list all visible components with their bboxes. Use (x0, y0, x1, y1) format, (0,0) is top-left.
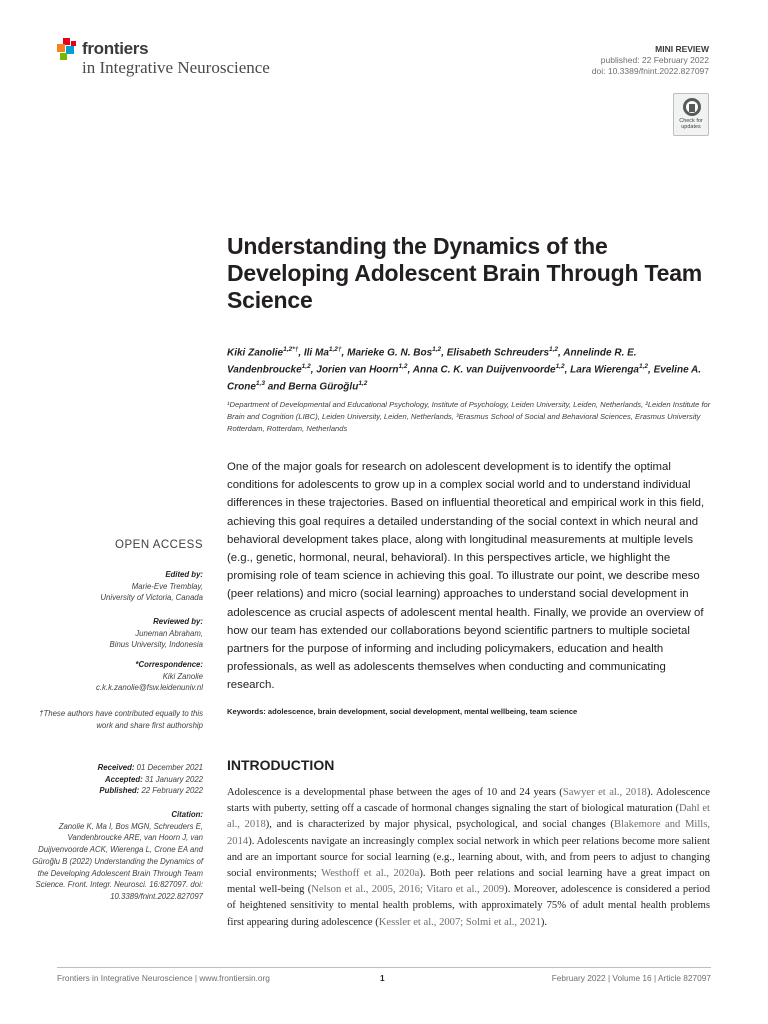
body-text: ). Adolescence starts with puberty, setting off a cascade of hormonal changes signaling the start of biological maturation ( (227, 787, 710, 815)
published-line-side (23, 785, 203, 797)
author-affiliation-marker: 1,2 (358, 379, 368, 387)
author-list (227, 343, 717, 393)
author-name[interactable]: Berna Güroğlu (288, 380, 359, 392)
citation-link[interactable]: Dahl et al., 2018 (227, 803, 710, 831)
reviewed-by-label: Reviewed by: (153, 617, 203, 626)
correspondence-block (23, 659, 203, 694)
body-text: ). Adolescents navigate an increasingly complex social network in which peer relations become more salient and are an important source for social learning (e.g., learning about, with, and from peers to adjust to changing social environments; (227, 835, 710, 880)
accepted-date: 31 January 2022 (144, 774, 203, 784)
citation-link[interactable]: Westhoff et al., 2020a (321, 868, 420, 880)
author-affiliation-marker: 1,2† (328, 346, 342, 353)
author-affiliation-marker: 1,2 (549, 346, 559, 353)
author-separator: , (648, 364, 654, 376)
citation-link[interactable]: Blakemore and Mills, 2014 (227, 819, 710, 847)
citation-text: Zanolie K, Ma I, Bos MGN, Schreuders E, Vandenbroucke ARE, van Hoorn J, van Duijvenvoorde ACK, Wierenga L, Crone EA and Güroğlu B (2022) Understanding the Dynamics of the Developing Adolescent Brain Through Team Science. Front. Integr. Neurosci. 16:827097. doi: 10.3389/fnint.2022.827097 (32, 821, 203, 901)
author-name[interactable]: Kiki Zanolie (227, 347, 284, 359)
citation-block (23, 809, 203, 903)
brand-name: frontiers (82, 39, 149, 58)
author-affiliation-marker: 1,2 (555, 362, 565, 370)
journal-logo[interactable] (57, 38, 317, 78)
author-affiliation-marker: 1,2 (301, 362, 311, 370)
frontiers-logo-icon (57, 38, 79, 62)
keywords: Keywords: adolescence, brain development, social development, mental wellbeing, team science (227, 707, 578, 716)
body-text: ). (540, 916, 548, 928)
author-separator: , (310, 364, 317, 376)
body-text: ). Both peer relations and social learning have a great impact on mental well-being ( (227, 868, 710, 896)
journal-name: in Integrative Neuroscience (82, 58, 270, 77)
article-title: Understanding the Dynamics of the Developing Adolescent Brain Through Team Science (227, 233, 703, 313)
author-name[interactable]: Ili Ma (303, 347, 329, 359)
published-line: published: 22 February 2022 (600, 55, 709, 65)
open-access-label: OPEN ACCESS (115, 539, 203, 551)
footer-journal-link[interactable]: Frontiers in Integrative Neuroscience | www.frontiersin.org (57, 973, 270, 983)
author-name[interactable]: Marieke G. N. Bos (347, 347, 433, 359)
author-separator: , (341, 347, 348, 359)
introduction-paragraph (227, 785, 710, 931)
crossmark-label: Check for updates (679, 118, 703, 130)
author-name[interactable]: Eveline A. Crone (227, 364, 702, 392)
reviewer-affiliation: Binus University, Indonesia (109, 640, 203, 650)
editor-name: Marie-Eve Tremblay, (131, 581, 203, 591)
edited-by-label: Edited by: (165, 570, 203, 579)
author-name[interactable]: Elisabeth Schreuders (446, 347, 550, 359)
correspondence-name: Kiki Zanolie (162, 671, 203, 681)
author-affiliation-marker: 1,2*† (283, 346, 299, 353)
received-line (23, 762, 203, 774)
published-label: Published: (99, 786, 140, 796)
article-type: MINI REVIEW (655, 44, 709, 54)
reviewed-by-block (23, 616, 203, 651)
footer-divider (57, 967, 711, 968)
doi-line[interactable]: doi: 10.3389/fnint.2022.827097 (591, 66, 709, 76)
author-name[interactable]: Annelinde R. E. Vandenbroucke (227, 347, 637, 376)
author-affiliation-marker: 1,2 (398, 362, 408, 370)
edited-by-block (23, 569, 203, 604)
published-date: 22 February 2022 (141, 786, 203, 796)
author-name[interactable]: Jorien van Hoorn (316, 364, 399, 376)
author-name[interactable]: Lara Wierenga (570, 364, 639, 376)
citation-label: Citation: (171, 810, 203, 819)
author-affiliation-marker: 1,2 (639, 362, 649, 370)
equal-contribution-note: †These authors have contributed equally to this work and share first authorship (39, 709, 203, 730)
author-separator: and (264, 380, 289, 392)
footer-issue-info: February 2022 | Volume 16 | Article 827097 (551, 973, 711, 983)
affiliations: ¹Department of Developmental and Educational Psychology, Institute of Psychology, Leiden University, Leiden, Netherlands, ²Leiden Institute for Brain and Cognition (LIBC), Leiden University, Leiden, Netherlands, ³Erasmus School of Social and Behavioral Sciences, Erasmus University Rotterdam, Rotterdam, Netherlands (227, 400, 711, 433)
correspondence-label: *Correspondence: (135, 660, 203, 669)
author-separator: , (407, 364, 413, 376)
article-meta (592, 44, 709, 77)
author-separator: , (558, 347, 564, 359)
accepted-label: Accepted: (105, 774, 143, 784)
correspondence-email[interactable]: c.k.k.zanolie@fsw.leidenuniv.nl (95, 683, 203, 693)
author-separator: , (298, 347, 304, 359)
body-text: ). Moreover, adolescence is considered a period of heightened sensitivity to mental health problems, with approximately 75% of adult mental health problems first appearing during adolescence ( (227, 884, 710, 928)
body-text: ), and is characterized by major physical, psychological, and social changes ( (265, 819, 614, 831)
section-heading-introduction: INTRODUCTION (227, 757, 335, 773)
abstract: One of the major goals for research on adolescent development is to identify the optimal conditions for adolescents to grow up in a complex social world and to understand individual differences in these trajectories. Based on influential theoretical and empirical work in this field, achieving this goal requires a detailed understanding of the social context in which neural and behavioral development takes place, along with longitudinal measurements at multiple levels (e.g., genetic, hormonal, neural, behavioral). In this perspectives article, we highlight the promising role of team science in achieving this goal. To illustrate our point, we describe meso (peer relations) and micro (social learning) approaches to understand social development in adolescence as crucial aspects of adolescent mental health. Finally, we provide an overview of how our team has extended our collaborations beyond scientific partners to multiple societal partners for the purpose of informing and including policymakers, education and health professionals, as well as adolescents themselves when conducting and communicating research. (227, 461, 705, 692)
citation-link[interactable]: Kessler et al., 2007; Solmi et al., 2021 (378, 916, 541, 928)
author-affiliation-marker: 1,2 (432, 346, 442, 353)
editor-affiliation: University of Victoria, Canada (100, 593, 203, 603)
page-number: 1 (380, 973, 385, 983)
citation-link[interactable]: Sawyer et al., 2018 (562, 787, 647, 798)
received-date: 01 December 2021 (136, 763, 203, 772)
citation-link[interactable]: Nelson et al., 2005, 2016; Vitaro et al., 2009 (311, 884, 505, 896)
check-for-updates-button[interactable] (673, 93, 709, 136)
author-name[interactable]: Anna C. K. van Duijvenvoorde (412, 364, 556, 376)
author-separator: , (441, 347, 447, 359)
received-label: Received: (97, 763, 135, 772)
body-text: Adolescence is a developmental phase between the ages of 10 and 24 years ( (227, 787, 563, 798)
author-affiliation-marker: 1,3 (255, 379, 265, 387)
crossmark-icon (682, 97, 702, 117)
reviewer-name: Juneman Abraham, (135, 628, 203, 638)
dates-block (23, 762, 203, 797)
accepted-line (23, 774, 203, 786)
author-separator: , (564, 364, 571, 376)
